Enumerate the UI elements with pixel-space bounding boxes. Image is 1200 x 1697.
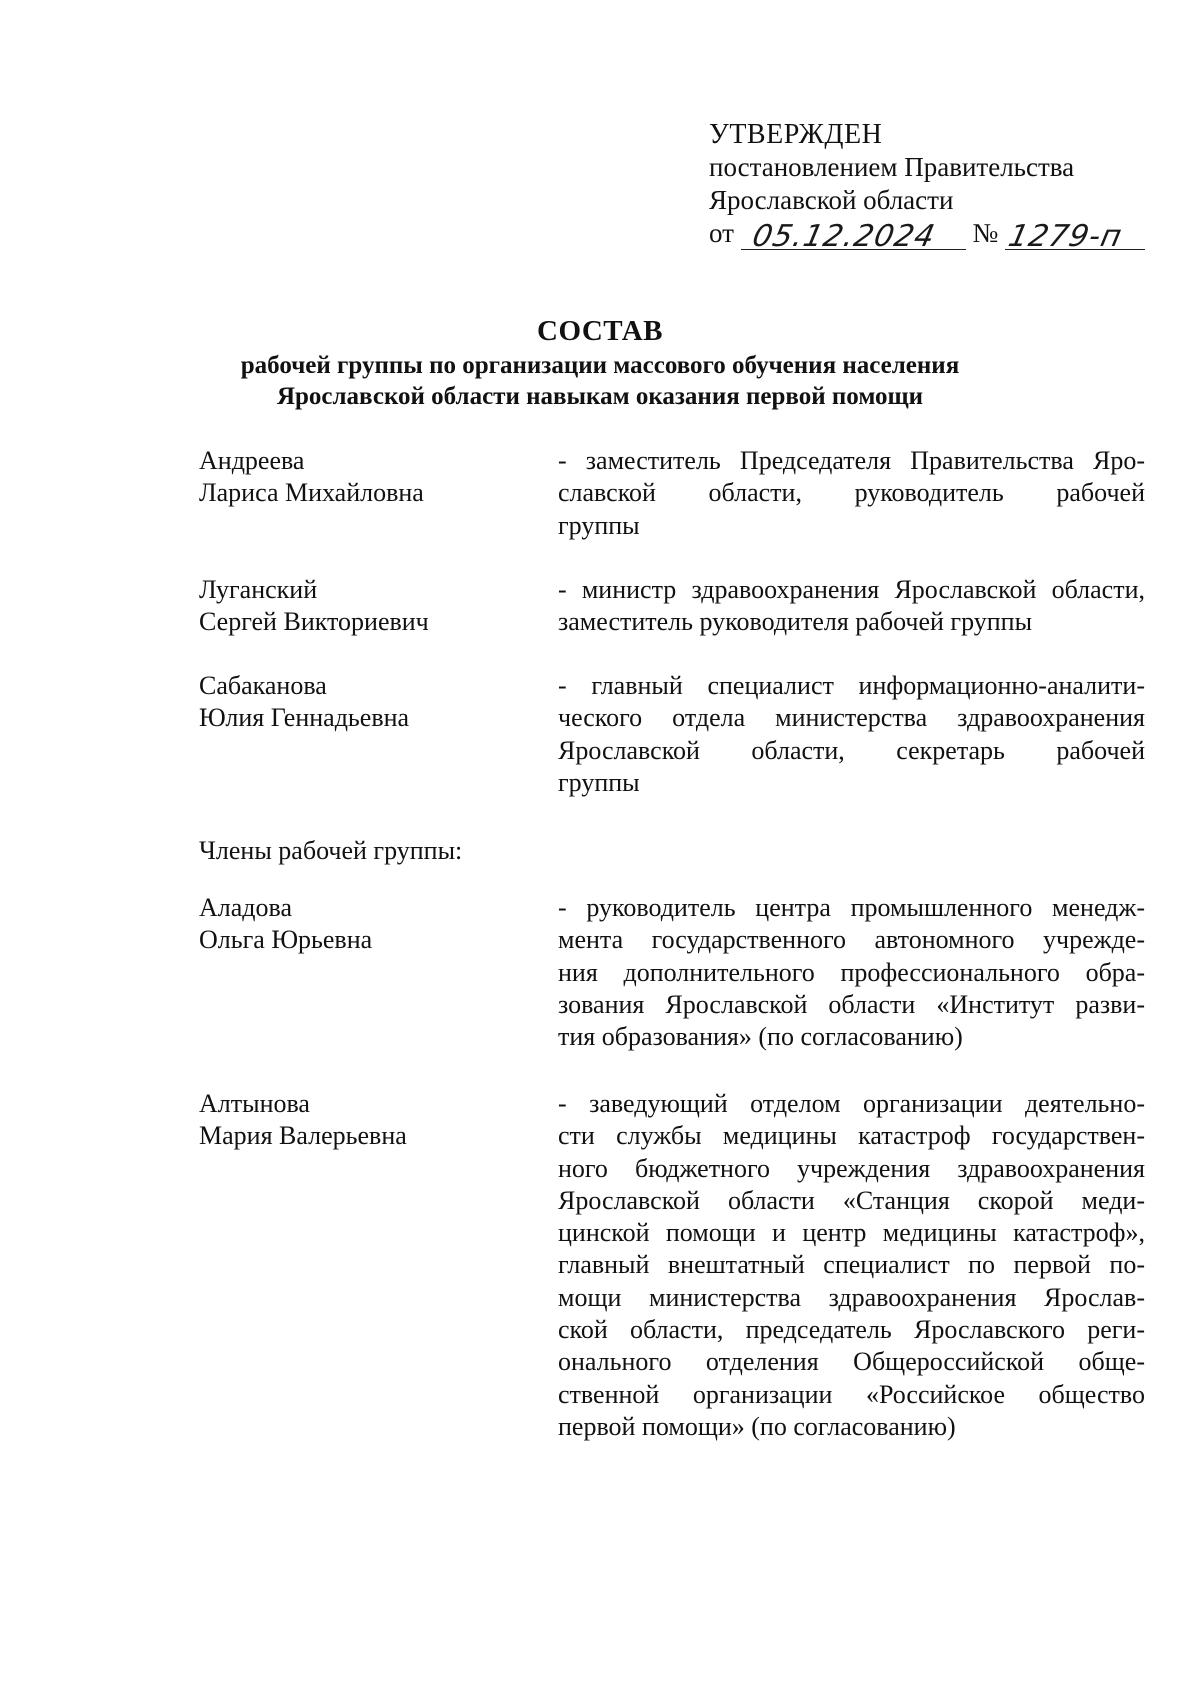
- role-line: - министр здравоохранения Ярославской области,: [558, 575, 1145, 604]
- role-line: тия образования» (по согласованию): [558, 1022, 963, 1052]
- member-given-names: Лариса Михайловна: [199, 478, 424, 508]
- approval-date-number: [709, 217, 1145, 254]
- role-line: ного бюджетного учреждения здравоохранения: [558, 1153, 1145, 1183]
- member-role: [558, 1088, 1145, 1443]
- role-line: первой помощи» (по согласованию): [558, 1411, 956, 1441]
- handwritten-number: 1279-п: [1005, 219, 1126, 254]
- members-label: Члены рабочей группы:: [199, 836, 463, 865]
- member-name: [199, 670, 529, 735]
- approval-line-2: Ярославской области: [709, 185, 954, 215]
- member-role: [558, 670, 1145, 799]
- title-line-2: Ярославской области навыкам оказания первой помощи: [276, 383, 924, 410]
- role-line: мента государственного автономного учрежде-: [558, 925, 1145, 955]
- role-line: - главный специалист информационно-аналити-: [558, 671, 1145, 700]
- member-role: [558, 445, 1145, 542]
- member-surname: Сабаканова: [199, 671, 327, 700]
- member-surname: Андреева: [199, 446, 305, 475]
- role-line: мощи министерства здравоохранения Ярослав-: [558, 1282, 1145, 1312]
- member-surname: Луганский: [199, 575, 318, 604]
- member-given-names: Сергей Викториевич: [199, 607, 429, 637]
- date-field: [741, 217, 966, 254]
- member-role: [558, 574, 1145, 639]
- role-line: - заместитель Председателя Правительства Яро-: [558, 446, 1145, 475]
- role-line: Ярославской области «Станция скорой меди-: [558, 1185, 1145, 1215]
- role-line: зования Ярославской области «Институт разви-: [558, 989, 1145, 1019]
- member-surname: Алтынова: [199, 1089, 310, 1118]
- title-heading: СОСТАВ: [537, 315, 663, 347]
- role-line: ской области, председатель Ярославского реги-: [558, 1315, 1145, 1345]
- role-line: ния дополнительного профессионального обра-: [558, 957, 1145, 987]
- member-surname: Аладова: [199, 893, 292, 922]
- member-name: [199, 1088, 529, 1153]
- approved-label: УТВЕРЖДЕН: [709, 119, 883, 150]
- role-line: группы: [558, 767, 640, 797]
- member-name: [199, 445, 529, 510]
- role-line: заместитель руководителя рабочей группы: [558, 607, 1033, 637]
- role-line: главный внештатный специалист по первой по-: [558, 1250, 1145, 1280]
- role-line: цинской помощи и центр медицины катастроф»,: [558, 1218, 1145, 1248]
- role-line: славской области, руководитель рабочей: [558, 478, 1145, 508]
- approval-line-1: постановлением Правительства: [709, 152, 1075, 182]
- title-line-1: рабочей группы по организации массового обучения населения: [240, 352, 960, 379]
- member-role: [558, 892, 1145, 1053]
- number-prefix: №: [972, 218, 999, 248]
- document-title: [0, 312, 1200, 412]
- role-line: Ярославской области, секретарь рабочей: [558, 735, 1145, 765]
- handwritten-date: 05.12.2024: [748, 219, 939, 254]
- role-line: - руководитель центра промышленного менедж-: [558, 893, 1145, 922]
- role-line: сти службы медицины катастроф государствен-: [558, 1121, 1145, 1151]
- member-given-names: Мария Валерьевна: [199, 1121, 407, 1151]
- role-line: онального отделения Общероссийской обще-: [558, 1347, 1145, 1377]
- member-name: [199, 892, 529, 957]
- member-name: [199, 574, 529, 639]
- role-line: ческого отдела министерства здравоохранения: [558, 703, 1145, 733]
- member-given-names: Ольга Юрьевна: [199, 925, 373, 955]
- role-line: - заведующий отделом организации деятельно-: [558, 1089, 1145, 1118]
- member-given-names: Юлия Геннадьевна: [199, 703, 410, 733]
- role-line: группы: [558, 510, 640, 540]
- role-line: ственной организации «Российское общество: [558, 1379, 1145, 1409]
- approval-stamp: [709, 118, 1145, 254]
- from-prefix: от: [709, 218, 734, 248]
- number-field: [1005, 217, 1145, 254]
